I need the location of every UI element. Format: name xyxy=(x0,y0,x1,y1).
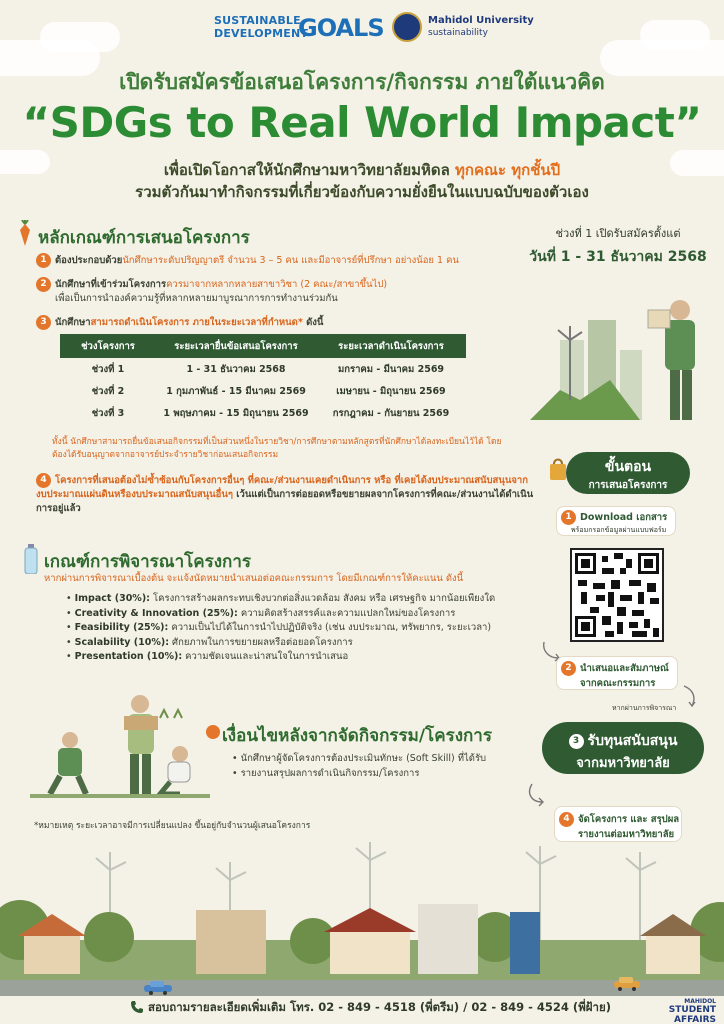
table-cell: ช่วงที่ 1 xyxy=(91,363,125,375)
table-header: ช่วงโครงการ xyxy=(60,334,156,358)
house-roof xyxy=(18,914,86,936)
evaluation-desc: ความเป็นไปได้ในการนำไปปฏิบัติจริง (เช่น งบประมาณ, ทรัพยากร, ระยะเวลา) xyxy=(168,622,492,633)
building-decoration xyxy=(418,904,478,974)
table-row xyxy=(60,358,466,380)
table-cell: ช่วงที่ 2 xyxy=(91,385,125,397)
step-number: 1 xyxy=(561,510,576,525)
phone-icon xyxy=(130,999,144,1013)
criteria-number: 1 xyxy=(36,253,51,268)
step-3-title2: จากมหาวิทยาลัย xyxy=(576,756,670,771)
criteria-number: 4 xyxy=(36,473,51,488)
step-4-card[interactable] xyxy=(554,806,682,842)
step-1-sub: พร้อมกรอกข้อมูลผ่านแบบฟอร์ม xyxy=(571,526,667,534)
subtitle-line1-highlight: ทุกคณะ ทุกชั้นปี xyxy=(455,161,561,179)
table-header: ระยะเวลาดำเนินโครงการ xyxy=(316,334,466,358)
step-4-title xyxy=(559,812,679,827)
carrot-icon xyxy=(18,220,32,246)
sdg-logo-line1: SUSTAINABLE xyxy=(214,14,301,27)
subtitle-line2: รวมตัวกันมาทำกิจกรรมที่เกี่ยวข้องกับความยั่งยืนในแบบฉบับของตัวเอง xyxy=(135,183,589,201)
list-item: • รายงานสรุปผลการดำเนินกิจกรรม/โครงการ xyxy=(232,767,420,779)
criteria-item-2 xyxy=(36,277,526,306)
step-1-card[interactable] xyxy=(556,506,676,536)
criteria-pre: นักศึกษาที่เข้าร่วมโครงการ xyxy=(55,279,167,290)
step-number: 2 xyxy=(561,661,576,676)
list-item: • Presentation (10%): ความชัดเจนและน่าสนใจในการนำเสนอ xyxy=(66,651,349,662)
illustration-city-worker xyxy=(520,280,720,430)
step-2-sub: จากคณะกรรมการ xyxy=(580,678,656,689)
conditions-title: เงื่อนไขหลังจากจัดกิจกรรม/โครงการ xyxy=(222,726,492,746)
subtitle-line1-text: เพื่อเปิดโอกาสให้นักศึกษามหาวิทยาลัยมหิดล xyxy=(163,161,456,179)
cloud-decoration xyxy=(40,22,120,52)
house-decoration xyxy=(646,934,700,974)
student-affairs-small: MAHIDOL xyxy=(684,998,716,1005)
evaluation-intro-text: หากผ่านการพิจารณาเบื้องต้น จะแจ้งนัดหมายนำเสนอต่อคณะกรรมการ โดยมีเกณฑ์การให้คะแนน ดังนี้ xyxy=(44,573,464,584)
table-row xyxy=(60,380,466,402)
cloud-decoration xyxy=(640,20,710,50)
house-decoration xyxy=(330,930,410,974)
table-cell: เมษายน - มิถุนายน 2569 xyxy=(336,385,446,397)
criteria-item-1 xyxy=(36,253,526,268)
list-item: • Feasibility (25%): ความเป็นไปได้ในการนำไปปฏิบัติจริง (เช่น งบประมาณ, ทรัพยากร, ระยะเวลา) xyxy=(66,622,492,633)
evaluation-desc: โครงการสร้างผลกระทบเชิงบวกต่อสิ่งแวดล้อม สังคม หรือ เศรษฐกิจ มากน้อยเพียงใด xyxy=(149,593,496,604)
evaluation-name: Scalability (10%): xyxy=(74,636,170,648)
evaluation-desc: ศักยภาพในการขยายผลหรือต่อยอดโครงการ xyxy=(169,636,353,648)
table-cell: 1 - 31 ธันวาคม 2568 xyxy=(186,363,286,375)
pass-note: หากผ่านการพิจารณา xyxy=(612,704,677,712)
round-open-box xyxy=(520,224,716,270)
car-icon xyxy=(612,976,642,990)
tree-decoration xyxy=(84,912,134,962)
list-item: • Impact (30%): โครงการสร้างผลกระทบเชิงบวกต่อสิ่งแวดล้อม สังคม หรือ เศรษฐกิจ มากน้อยเพียงใด xyxy=(66,593,496,604)
criteria-post: เว้นแต่เป็นการต่อยอดหรือขยายผลจากโครงการที่คณะ/ส่วนงานได้ดำเนินการอยู่แล้ว xyxy=(36,489,534,514)
qr-code[interactable] xyxy=(570,548,664,642)
step-3-title xyxy=(544,730,702,752)
list-item: • Scalability (10%): ศักยภาพในการขยายผลหรือต่อยอดโครงการ xyxy=(66,636,353,648)
list-item: • Creativity & Innovation (25%): ความคิดสร้างสรรค์และความแปลกใหม่ของโครงการ xyxy=(66,607,456,619)
condition-text: นักศึกษาผู้จัดโครงการต้องประเมินทักษะ (Soft Skill) ที่ได้รับ xyxy=(240,753,487,764)
shopping-bag-icon xyxy=(548,458,568,480)
criteria-item-3 xyxy=(36,315,526,330)
step-number: 3 xyxy=(569,734,584,749)
car-icon xyxy=(142,980,174,994)
student-affairs-logo xyxy=(640,998,716,1024)
period-table xyxy=(60,334,466,424)
criteria-title: หลักเกณฑ์การเสนอโครงการ xyxy=(38,228,250,248)
house-roof xyxy=(640,914,706,936)
evaluation-name: Impact (30%): xyxy=(74,593,150,604)
criteria-number: 2 xyxy=(36,277,51,292)
building-decoration xyxy=(510,912,540,974)
contact-text: สอบถามรายละเอียดเพิ่มเติม โทร. 02 - 849 - 4518 (พี่ตรีม) / 02 - 849 - 4524 (พี่ฝ้าย) xyxy=(148,1000,611,1014)
table-header: ระยะเวลายื่นข้อเสนอโครงการ xyxy=(156,334,316,358)
evaluation-desc: ความคิดสร้างสรรค์และความแปลกใหม่ของโครงการ xyxy=(237,607,456,619)
evaluation-name: Presentation (10%): xyxy=(74,651,183,662)
step-3-title1: รับทุนสนับสนุน xyxy=(587,733,678,749)
headline-thai: เปิดรับสมัครข้อเสนอโครงการ/กิจกรรม ภายใต้แนวคิด xyxy=(119,70,605,94)
remark: *หมายเหตุ ระยะเวลาอาจมีการเปลี่ยนแปลง ขึ้นอยู่กับจำนวนผู้เสนอโครงการ xyxy=(34,821,311,831)
step-2-title-text: นำเสนอและสัมภาษณ์ xyxy=(580,663,669,674)
table-cell: 1 พฤษภาคม - 15 มิถุนายน 2569 xyxy=(163,407,309,419)
criteria-note: ทั้งนี้ นักศึกษาสามารถยื่นข้อเสนอกิจกรรมที่เป็นส่วนหนึ่งในรายวิชา/การศึกษาตามหลักสูตรที่นักศึกษาได้ลงทะเบียนไว้ได้ โดยต้องได้รับอนุญาตจากอาจารย์ประจำรายวิชาก่อนเสนอกิจกรรม xyxy=(52,437,502,460)
step-1-title xyxy=(561,510,667,525)
criteria-number: 3 xyxy=(36,315,51,330)
condition-text: รายงานสรุปผลการดำเนินกิจกรรม/โครงการ xyxy=(240,767,420,779)
criteria-item-4 xyxy=(36,473,536,516)
list-item: • นักศึกษาผู้จัดโครงการต้องประเมินทักษะ (Soft Skill) ที่ได้รับ xyxy=(232,753,487,764)
steps-title1: ขั้นตอน xyxy=(604,459,652,475)
criteria-highlight: ควรมาจากหลากหลายสาขาวิชา (2 คณะ/สาขาขึ้นไป) xyxy=(166,279,388,290)
mahidol-sub: sustainability xyxy=(428,28,488,38)
step-2-title xyxy=(561,661,669,676)
house-roof xyxy=(324,908,416,932)
leaf-bullet-icon xyxy=(206,724,220,738)
criteria-highlight: สามารถดำเนินโครงการ ภายในระยะเวลาที่กำหนด* xyxy=(90,317,303,328)
student-affairs-big: STUDENT AFFAIRS xyxy=(668,1005,716,1024)
headline-english: “SDGs to Real World Impact” xyxy=(22,98,702,147)
criteria-highlight: โครงการที่เสนอต้องไม่ซ้ำซ้อนกับโครงการอื่นๆ ที่คณะ/ส่วนงานเคยดำเนินการ หรือ ที่เคยได้งบประมาณสนับสนุนจากงบประมาณแผ่นดินหรืองบประมาณสนับสนุนอื่นๆ xyxy=(36,475,528,500)
step-2-card[interactable] xyxy=(556,656,678,690)
table-cell: กรกฎาคม - กันยายน 2569 xyxy=(332,407,450,419)
evaluation-title: เกณฑ์การพิจารณาโครงการ xyxy=(44,552,252,572)
mahidol-seal-icon xyxy=(392,12,422,42)
criteria-post: ดังนี้ xyxy=(302,317,324,328)
step-3-badge[interactable] xyxy=(542,722,704,774)
evaluation-list xyxy=(66,592,546,665)
step-4-title2: รายงานต่อมหาวิทยาลัย xyxy=(578,829,675,840)
sdg-logo xyxy=(214,14,384,44)
table-header-row xyxy=(60,334,466,358)
step-1-title-text: Download เอกสาร xyxy=(580,512,668,523)
criteria-pre: นักศึกษา xyxy=(55,317,91,328)
criteria-pre: ต้องประกอบด้วย xyxy=(55,255,123,266)
house-decoration xyxy=(24,934,80,974)
table-cell: ช่วงที่ 3 xyxy=(91,407,125,419)
table-cell: มกราคม - มีนาคม 2569 xyxy=(337,363,445,375)
arrow-icon xyxy=(526,782,550,808)
steps-badge xyxy=(566,452,690,494)
evaluation-desc: ความชัดเจนและน่าสนใจในการนำเสนอ xyxy=(182,651,349,662)
sdg-logo-line2: DEVELOPMENT xyxy=(214,27,309,40)
evaluation-intro xyxy=(44,572,544,586)
mahidol-name: Mahidol University xyxy=(428,15,534,26)
step-number: 4 xyxy=(559,812,574,827)
table-row xyxy=(60,402,466,424)
illustration-gardening xyxy=(30,690,210,800)
water-bottle-icon xyxy=(24,544,38,574)
evaluation-name: Creativity & Innovation (25%): xyxy=(74,607,238,619)
criteria-highlight: นักศึกษาระดับปริญญาตรี จำนวน 3 – 5 คน และมีอาจารย์ที่ปรึกษา อย่างน้อย 1 คน xyxy=(122,255,459,266)
criteria-post: เพื่อเป็นการนำองค์ความรู้ที่หลากหลายมาบูรณาการการทำงานร่วมกัน xyxy=(55,293,338,304)
subtitle-line1 xyxy=(0,158,724,182)
mahidol-logo xyxy=(392,12,534,44)
step-4-title1: จัดโครงการ และ สรุปผล xyxy=(578,814,680,825)
arrow-icon xyxy=(680,684,700,708)
house-decoration xyxy=(196,910,266,974)
round-open-line2: วันที่ 1 - 31 ธันวาคม 2568 xyxy=(529,249,707,265)
sdg-logo-goals: GOALS xyxy=(298,14,384,42)
round-open-line1: ช่วงที่ 1 เปิดรับสมัครตั้งแต่ xyxy=(555,227,681,240)
evaluation-name: Feasibility (25%): xyxy=(74,622,169,633)
conditions-list xyxy=(232,752,532,781)
table-cell: 1 กุมภาพันธ์ - 15 มีนาคม 2569 xyxy=(166,385,306,397)
steps-title2: การเสนอโครงการ xyxy=(588,480,668,491)
